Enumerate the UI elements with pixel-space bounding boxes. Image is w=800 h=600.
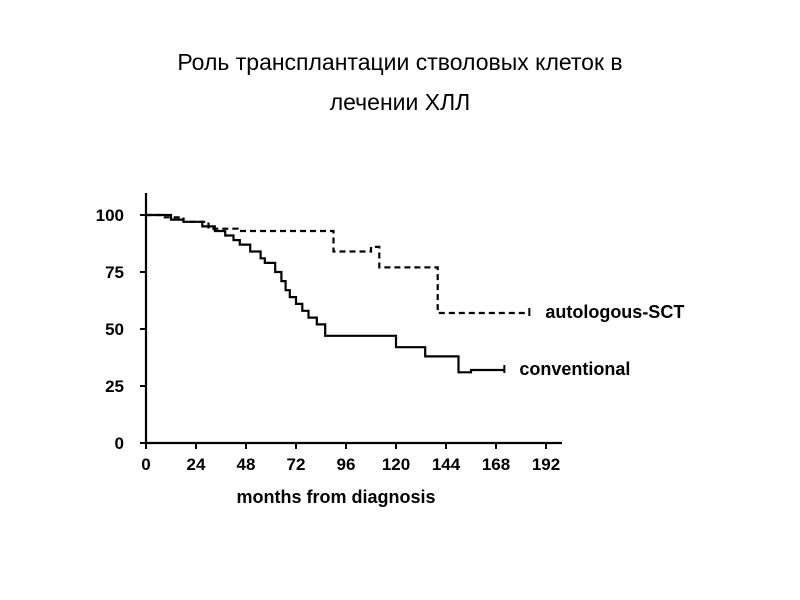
x-tick-label: 96: [336, 455, 356, 474]
y-tick-label: 100: [95, 206, 124, 225]
slide-title-line-2: лечении ХЛЛ: [329, 89, 471, 115]
x-tick-label: 48: [236, 455, 256, 474]
x-tick-label: 144: [431, 455, 461, 474]
x-tick-label: 0: [141, 455, 151, 474]
chart-axes: [96, 193, 562, 474]
series-label-autologous-sct: autologous-SCT: [545, 302, 685, 323]
x-tick-label: 120: [381, 455, 411, 474]
x-tick-label: 192: [531, 455, 561, 474]
x-tick-label: 168: [481, 455, 511, 474]
x-axis-label: months from diagnosis: [236, 487, 436, 507]
series-line-autologous-sct: [146, 215, 529, 313]
chart-series: [146, 215, 529, 373]
series-label-conventional: conventional: [519, 359, 631, 380]
y-tick-label: 0: [114, 434, 124, 453]
y-tick-label: 25: [105, 377, 124, 396]
series-line-conventional: [146, 215, 504, 372]
x-tick-label: 24: [186, 455, 206, 474]
y-tick-label: 75: [105, 263, 124, 282]
slide-title-line-1: Роль трансплантации стволовых клеток в: [177, 49, 623, 75]
chart-labels: [236, 302, 684, 507]
x-tick-label: 72: [286, 455, 306, 474]
y-tick-label: 50: [105, 320, 124, 339]
